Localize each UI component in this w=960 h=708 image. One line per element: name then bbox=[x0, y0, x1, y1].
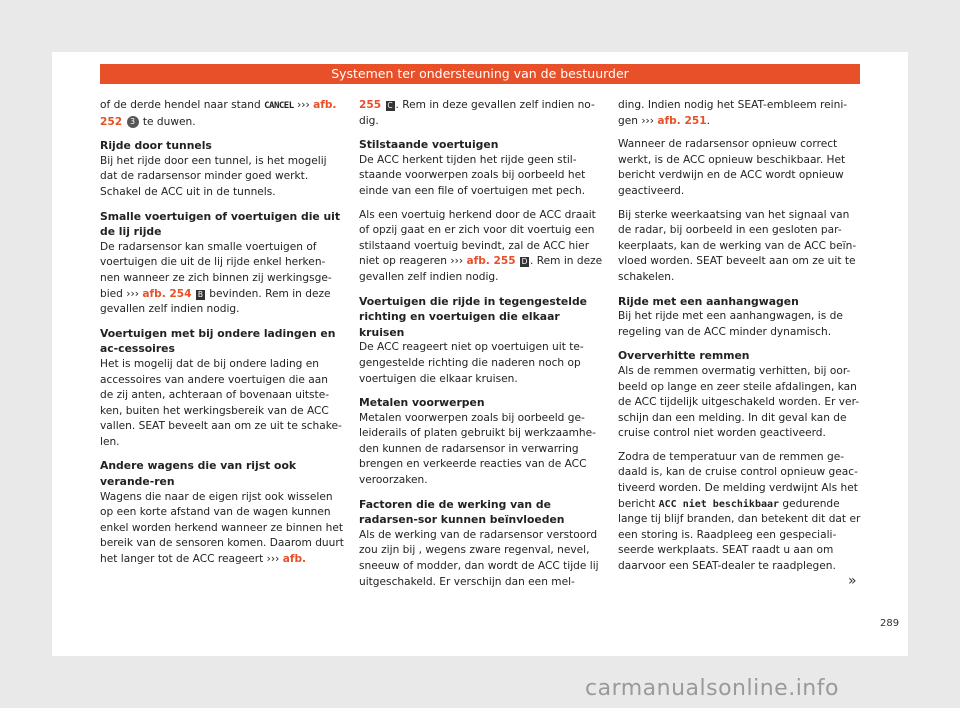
subheading: Voertuigen met bij ondere ladingen en ac-cessoires bbox=[100, 326, 336, 356]
page-number: 289 bbox=[880, 618, 900, 629]
subheading: Oververhitte remmen bbox=[618, 349, 750, 363]
section-header: Systemen ter ondersteuning van de bestuurder bbox=[100, 64, 860, 84]
paragraph: Bij het rijde door een tunnel, is het mogelij dat de radarsensor minder goed werkt. Schakel de ACC uit in de tunnels. bbox=[100, 154, 327, 198]
cancel-label: CANCEL bbox=[264, 101, 294, 111]
figure-link[interactable]: 255 bbox=[359, 99, 382, 111]
subheading: Stilstaande voertuigen bbox=[359, 138, 499, 152]
paragraph: De ACC herkent tijden het rijde geen stil-staande voorwerpen zoals bij oorbeeld het einde van een file of voertuigen met pech. bbox=[359, 153, 586, 197]
paragraph: De ACC reageert niet op voertuigen uit te-gengestelde richting die naderen noch op voertuigen die elkaar kruisen. bbox=[359, 341, 584, 385]
figure-link[interactable]: afb. 255 bbox=[466, 255, 516, 268]
subheading: Rijde met een aanhangwagen bbox=[618, 294, 799, 308]
column-2 bbox=[359, 98, 603, 598]
subheading: Factoren die de werking van de radarsen-sor kunnen beïnvloeden bbox=[359, 497, 565, 527]
paragraph: Bij het rijde met een aanhangwagen, is de regeling van de ACC minder dynamisch. bbox=[618, 310, 843, 338]
callout-badge: 3 bbox=[127, 116, 139, 128]
paragraph: Zodra de temperatuur van de remmen ge-daald is, kan de cruise control opnieuw geac-tiveerd worden. De melding verdwijnt Als het bericht ACC niet beschikbaar gedurende lange tij blijf branden, dan betekent dit dat er een storing is. Raadpleeg een gespeciali-seerde werkplaats. SEAT raadt u aan om daarvoor een SEAT-dealer te raadplegen. bbox=[618, 450, 861, 573]
paragraph: Als de werking van de radarsensor verstoord zou zijn bij , wegens zware regenval, nevel, sneeuw of modder, dan wordt de ACC tijde lij uitgeschakeld. Er verschijn dan een mel- bbox=[359, 528, 599, 588]
subheading: Rijde door tunnels bbox=[100, 139, 212, 153]
subheading: Metalen voorwerpen bbox=[359, 396, 485, 410]
paragraph: Als een voertuig herkend door de ACC draait of opzij gaat en er zich voor dit voertuig een stilstaand voertuig bevindt, zal de ACC hier niet op reageren ››› afb. 255 D . Rem in deze gevallen zelf indien nodig. bbox=[359, 208, 603, 283]
paragraph: ding. Indien nodig het SEAT-embleem reini-gen ››› afb. 251. bbox=[618, 99, 848, 127]
column-1 bbox=[100, 98, 344, 576]
paragraph: of de derde hendel naar stand CANCEL ››› afb. 252 3 te duwen. bbox=[100, 99, 337, 128]
figure-link[interactable]: afb. bbox=[282, 553, 307, 566]
continue-arrow-icon: » bbox=[848, 573, 857, 589]
figure-label-box: D bbox=[521, 257, 528, 267]
paragraph: Het is mogelij dat de bij ondere lading en accessoires van andere voertuigen die aan de zij anten, achteraan of bovenaan uitste-ken, buiten het werkingsbereik van de ACC vallen. SEAT beveelt aan om ze uit te schake-len. bbox=[100, 357, 342, 448]
watermark: carmanualsonline.info bbox=[585, 676, 839, 701]
subheading: Smalle voertuigen of voertuigen die uit de lij rijde bbox=[100, 209, 341, 239]
subheading: Voertuigen die rijde in tegengestelde richting en voertuigen die elkaar kruisen bbox=[359, 294, 588, 339]
column-3 bbox=[618, 98, 862, 583]
paragraph: Wagens die naar de eigen rijst ook wisselen op een korte afstand van de wagen kunnen enkel worden herkend wanneer ze binnen het bereik van de sensoren komen. Daarom duurt het langer tot de ACC reageert ››› afb. bbox=[100, 490, 344, 566]
paragraph: 255 C . Rem in deze gevallen zelf indien no-dig. bbox=[359, 99, 595, 127]
figure-link[interactable]: afb. 254 bbox=[142, 287, 192, 300]
display-message: ACC niet beschikbaar bbox=[658, 498, 780, 510]
figure-label-box: B bbox=[197, 289, 203, 299]
paragraph: De radarsensor kan smalle voertuigen of voertuigen die uit de lij rijde enkel herken-nen wanneer ze zich binnen zij werkingsge-bied ››› afb. 254 B bevinden. Rem in deze gevallen zelf indien nodig. bbox=[100, 240, 332, 316]
figure-link[interactable]: afb. 252 bbox=[100, 99, 337, 128]
paragraph: Bij sterke weerkaatsing van het signaal van de radar, bij oorbeeld in een gesloten par-keerplaats, kan de werking van de ACC beïn-vloed worden. SEAT beveelt aan om ze uit te schakelen. bbox=[618, 208, 857, 283]
paragraph: Wanneer de radarsensor opnieuw correct werkt, is de ACC opnieuw beschikbaar. Het bericht verdwijn en de ACC wordt opnieuw geactiveerd. bbox=[618, 138, 846, 197]
figure-link[interactable]: afb. 251 bbox=[657, 114, 707, 127]
paragraph: Als de remmen overmatig verhitten, bij oor-beeld op lange en zeer steile afdalingen, kan de ACC tijdelijk uitgeschakeld worden. Er ver-schijn dan een melding. In dit geval kan de cruise control niet worden geactiveerd. bbox=[618, 364, 860, 440]
paragraph: Metalen voorwerpen zoals bij oorbeeld ge-leiderails of platen gebruikt bij werkzaamhe-den kunnen de radarsensor in verwarring brengen en verkeerde reacties van de ACC veroorzaken. bbox=[359, 411, 596, 487]
subheading: Andere wagens die van rijst ook verande-ren bbox=[100, 459, 297, 489]
figure-label-box: C bbox=[387, 101, 393, 110]
